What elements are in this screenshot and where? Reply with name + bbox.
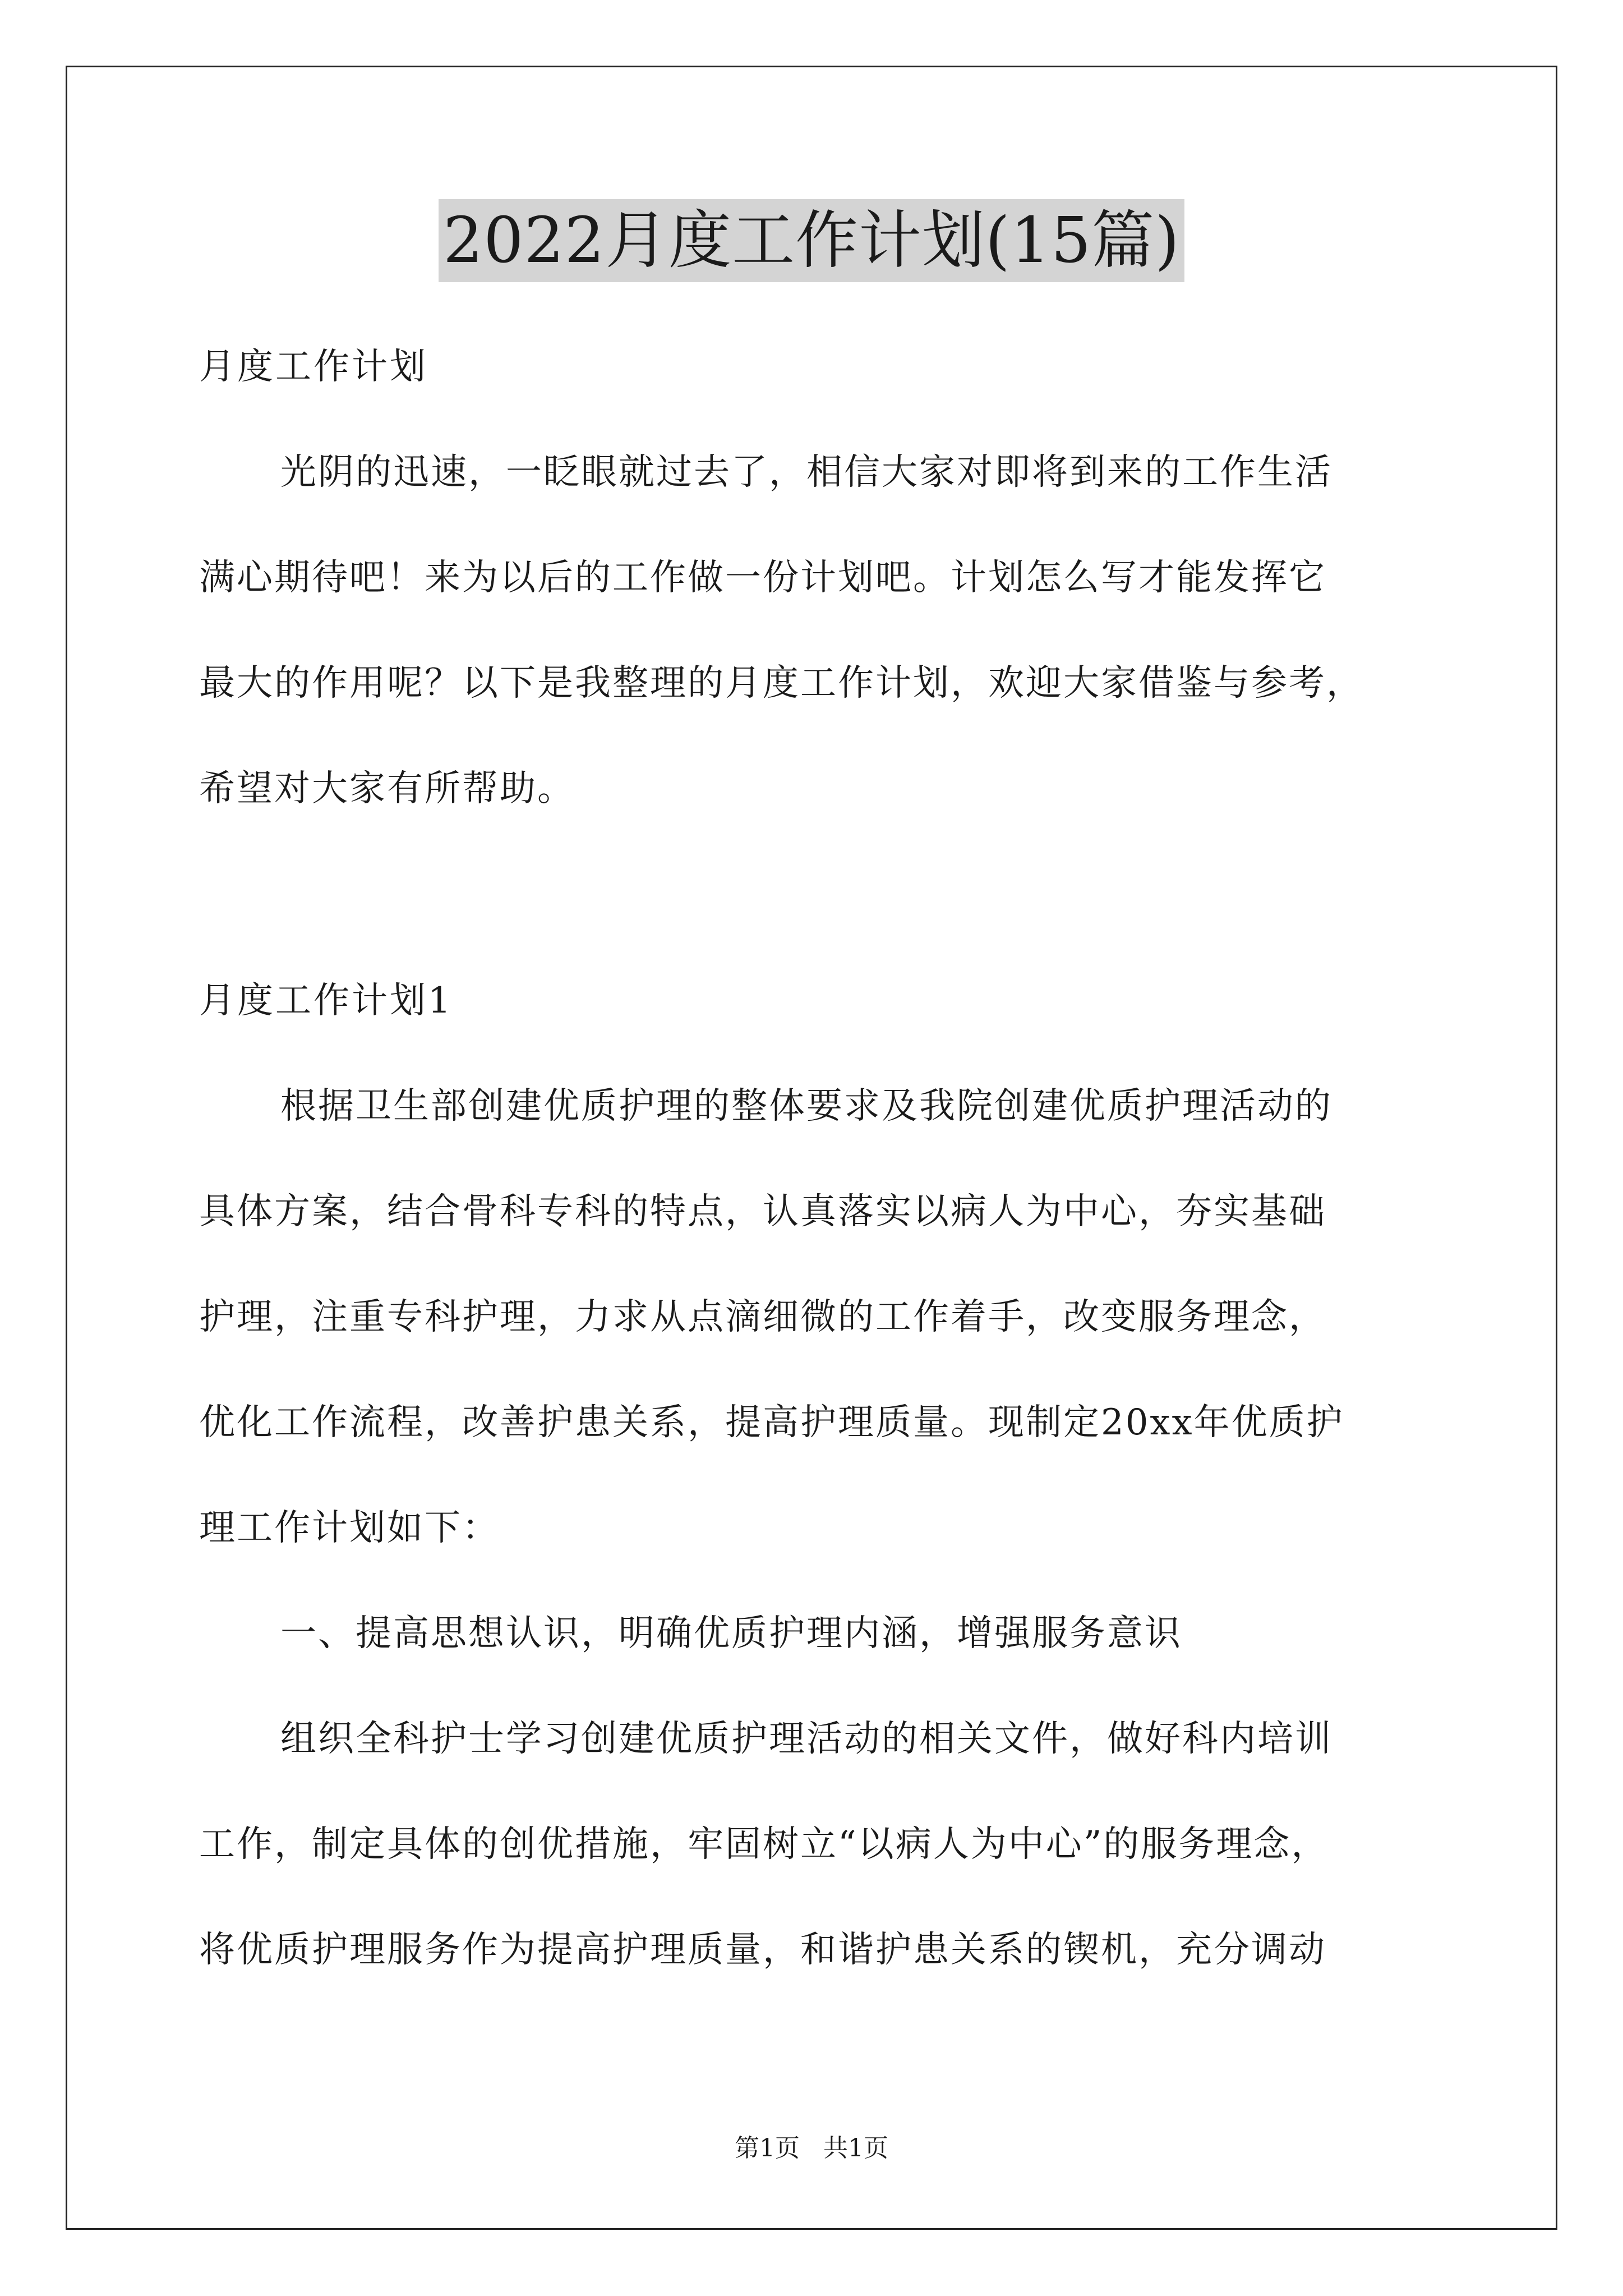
page-footer (0, 2132, 1623, 2165)
section-heading: 月度工作计划1 (199, 980, 453, 1022)
page-number-total: 共1页 (823, 2134, 888, 2162)
paragraph-line: 希望对大家有所帮助。 (199, 768, 575, 809)
document-body (199, 314, 1438, 2003)
document-title: 2022月度工作计划(15篇) (439, 199, 1184, 282)
section-paragraph (199, 1053, 1438, 1581)
paragraph-line: 将优质护理服务作为提高护理质量，和谐护患关系的锲机，充分调动 (199, 1929, 1326, 1971)
paragraph-line: 满心期待吧！来为以后的工作做一份计划吧。计划怎么写才能发挥它 (199, 557, 1326, 599)
paragraph-line: 理工作计划如下： (199, 1507, 500, 1549)
paragraph-line: 护理，注重专科护理，力求从点滴细微的工作着手，改变服务理念， (199, 1296, 1326, 1338)
section-paragraph (199, 1686, 1438, 2003)
paragraph-line: 光阴的迅速，一眨眼就过去了，相信大家对即将到来的工作生活 (280, 452, 1332, 493)
paragraph-line: 最大的作用呢？以下是我整理的月度工作计划，欢迎大家借鉴与参考， (199, 662, 1364, 704)
paragraph-line: 组织全科护士学习创建优质护理活动的相关文件，做好科内培训 (280, 1718, 1332, 1760)
paragraph-line: 根据卫生部创建优质护理的整体要求及我院创建优质护理活动的 (280, 1085, 1332, 1127)
section-subheading: 一、提高思想认识，明确优质护理内涵，增强服务意识 (280, 1613, 1182, 1654)
page-number-current: 第1页 (735, 2134, 800, 2162)
intro-paragraph (199, 420, 1438, 841)
paragraph-line: 具体方案，结合骨科专科的特点，认真落实以病人为中心，夯实基础 (199, 1191, 1326, 1232)
spacer (199, 841, 1438, 948)
intro-heading: 月度工作计划 (199, 346, 428, 388)
paragraph-line: 优化工作流程，改善护患关系，提高护理质量。现制定20xx年优质护 (199, 1402, 1344, 1443)
title-area (0, 199, 1623, 282)
paragraph-line: 工作，制定具体的创优措施，牢固树立“以病人为中心”的服务理念， (199, 1824, 1329, 1865)
